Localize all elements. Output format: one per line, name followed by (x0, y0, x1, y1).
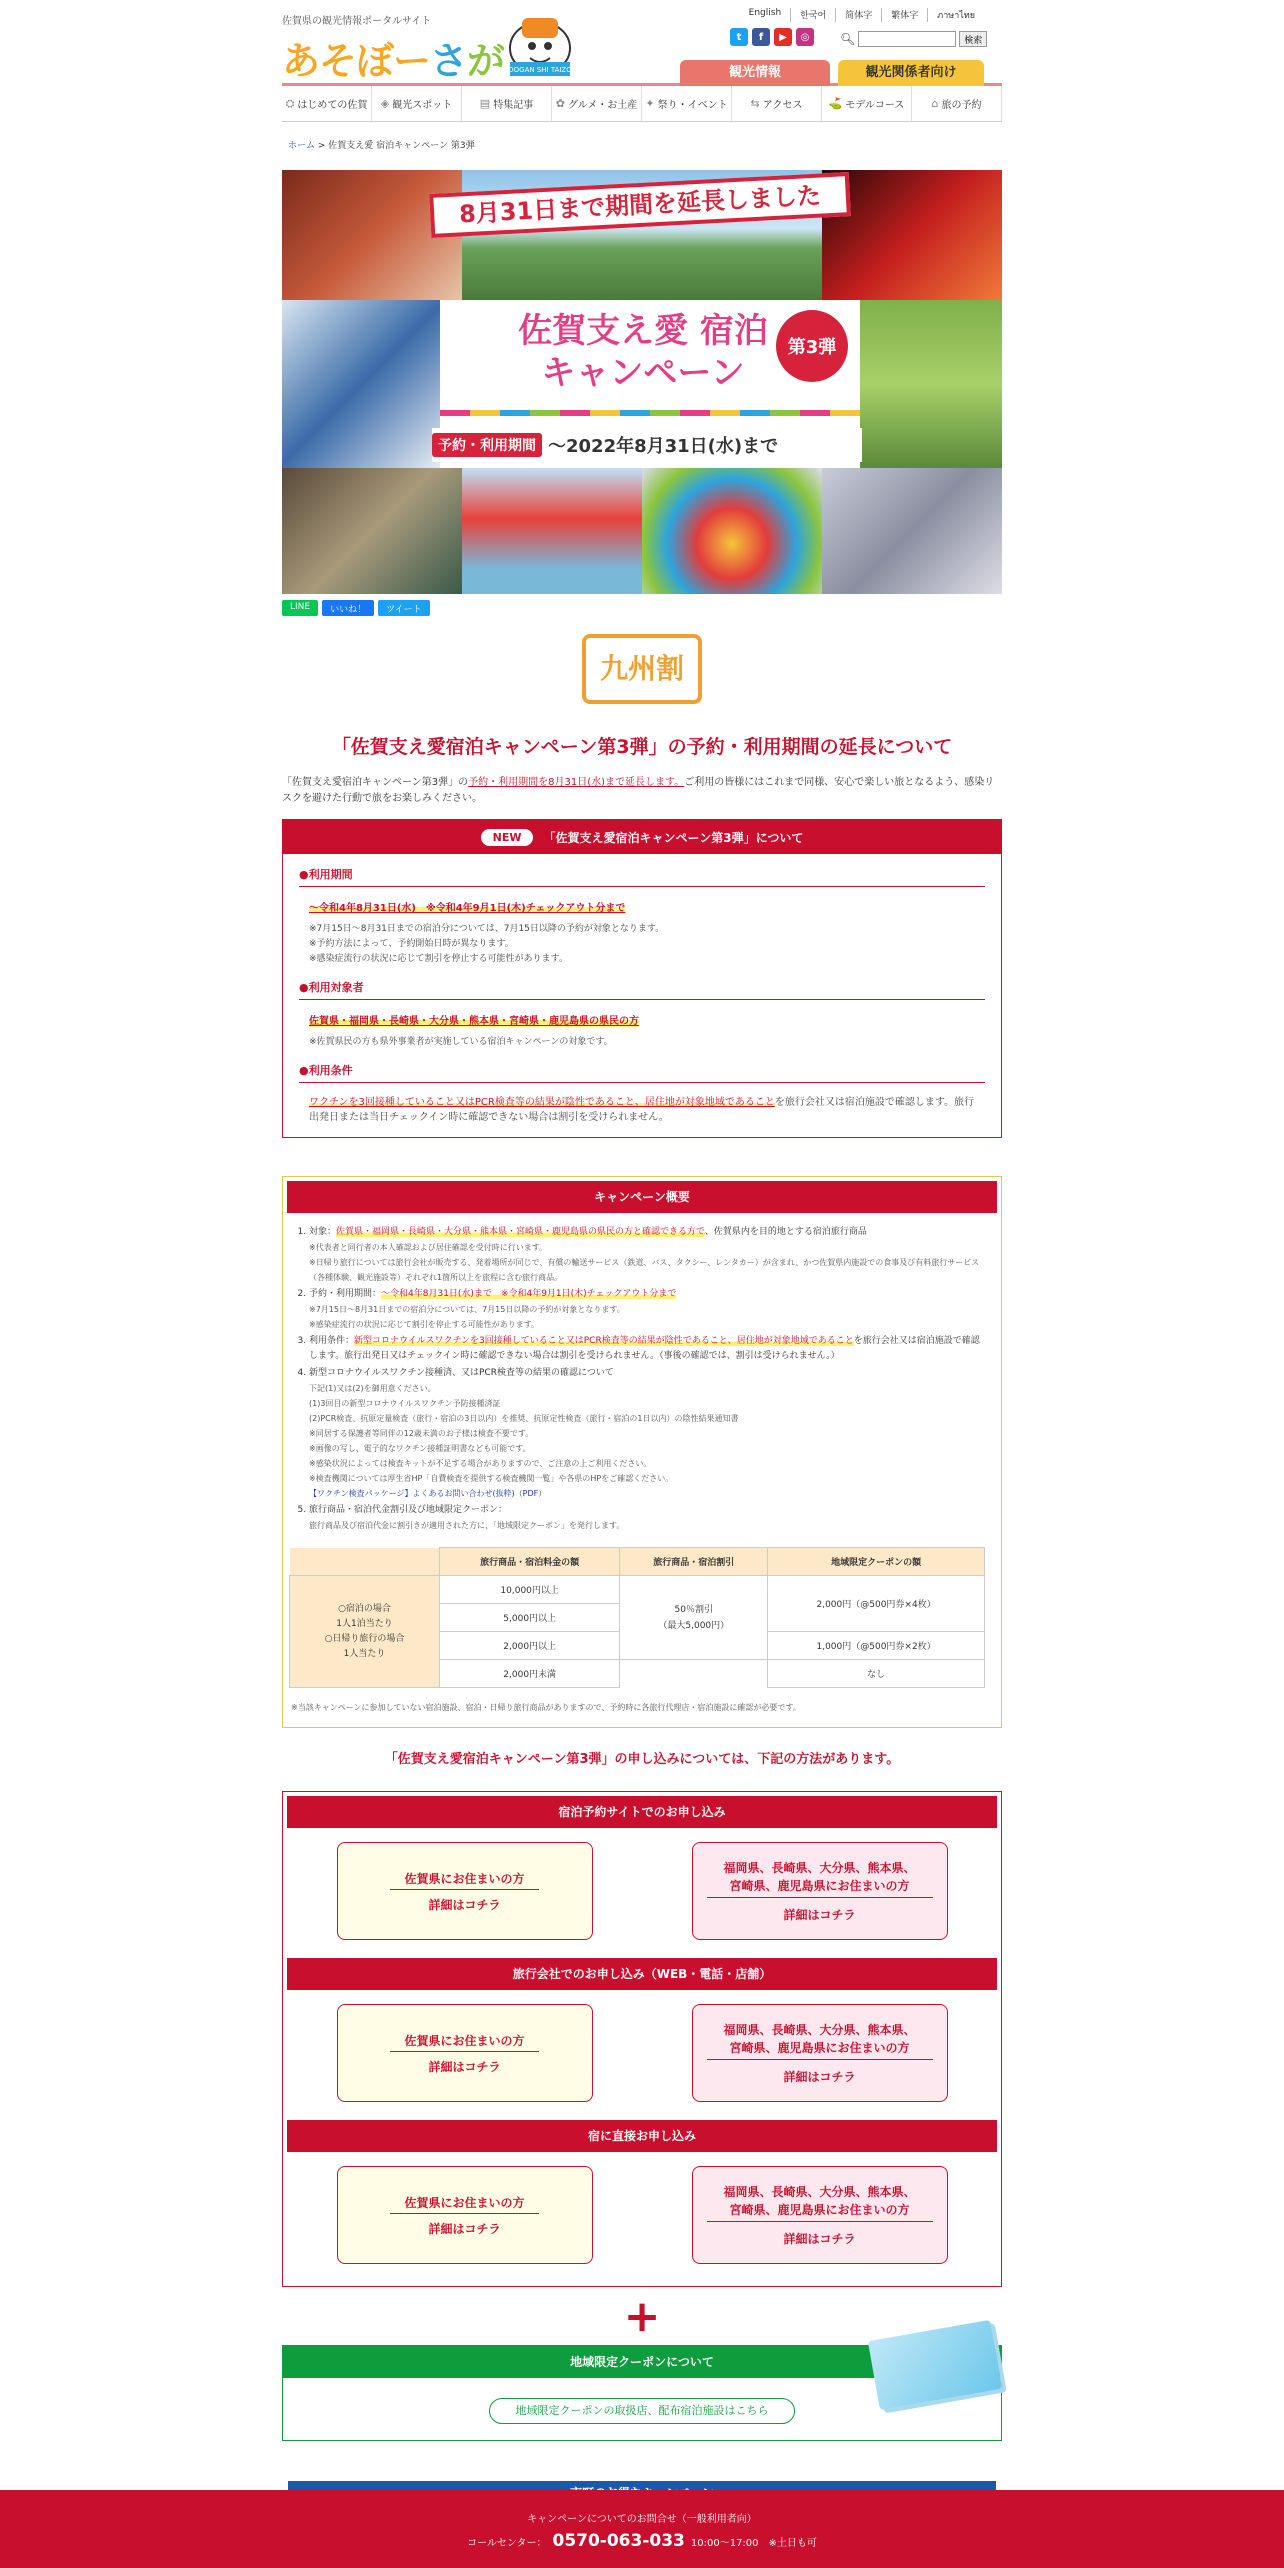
details-link: 詳細はコチラ (428, 1897, 501, 1912)
apply-buttons-row (287, 2004, 997, 2102)
nav-item[interactable] (372, 86, 462, 121)
overview-lead: 旅行商品・宿泊代金割引及び地域限定クーポン： (309, 1505, 508, 1515)
other-prefecture-button[interactable] (692, 2004, 948, 2102)
saga-resident-label: 佐賀県にお住まいの方 (390, 1870, 538, 1890)
coupon-link-button[interactable]: 地域限定クーポンの取扱店、配布宿泊施設はこちら (489, 2398, 795, 2424)
table-cell: 2,000円以上 (440, 1632, 620, 1660)
apply-box (282, 1791, 1002, 2287)
mascot-name: DOGAN SHI TAIZO (508, 66, 572, 74)
lang-korean[interactable]: 한국어 (790, 8, 835, 22)
global-nav (282, 86, 1002, 122)
facebook-like-button[interactable]: いいね！ (322, 600, 374, 616)
search-box (840, 31, 987, 47)
intro-highlight: 予約・利用期間を8月31日(水)まで延長します。 (468, 777, 685, 788)
plus-icon: + (623, 2291, 661, 2342)
about-heading: NEW 「佐賀支え愛宿泊キャンペーン第3弾」について (283, 820, 1001, 854)
site-header (282, 0, 1002, 86)
lang-traditional-chinese[interactable]: 繁体字 (881, 8, 927, 22)
hero-campaign-panel (440, 300, 860, 468)
intro-text: 「佐賀支え愛宿泊キャンペーン第3弾」の予約・利用期間を8月31日(水)まで延長します。ご利用の皆様にはこれまで同様、安心で楽しい旅となるよう、感染リスクを避けた行動で旅をお楽しみください。 (282, 777, 995, 804)
nav-item-label: 特集記事 (493, 100, 534, 111)
nav-icon: ▤ (479, 97, 491, 110)
details-link: 詳細はコチラ (783, 2069, 856, 2084)
search-input[interactable] (858, 31, 956, 47)
period-notes: ※7月15日～8月31日までの宿泊分については、7月15日以降の予約が対象となります。 ※予約方法によって、予約開始日時が異なります。 ※感染症流行の状況に応じて割引を停止する可能性があります。 (309, 924, 665, 964)
overview-lead: 対象： (309, 1227, 337, 1237)
hero-period-label: 予約・利用期間 (432, 433, 542, 457)
period-heading: ●利用期間 (299, 866, 985, 887)
saga-resident-button[interactable] (337, 2166, 593, 2264)
discount-table (289, 1547, 985, 1688)
overview-item (309, 1287, 987, 1332)
nav-icon: ◈ (380, 97, 390, 110)
apply-buttons-row (287, 2166, 997, 2264)
table-row-label: ○宿泊の場合 1人1泊当たり ○日帰り旅行の場合 1人当たり (290, 1576, 440, 1688)
table-cell: 1,000円（@500円券×2枚） (768, 1632, 985, 1660)
nav-icon: ✦ (645, 97, 655, 110)
details-link: 詳細はコチラ (428, 2221, 501, 2236)
overview-note: 旅行商品及び宿泊代金に割引きが適用された方に、「地域限定クーポン」を発行します。 (309, 1521, 625, 1530)
hero-photo-torii (462, 468, 642, 594)
overview-lead: 予約・利用期間： (309, 1289, 382, 1299)
overview-note: ※感染状況によっては検査キットが不足する場合がありますので、ご注意の上ご利用ください。 (309, 1459, 652, 1468)
overview-rest: 、佐賀県内を目的地とする宿泊旅行商品 (704, 1227, 867, 1237)
line-share-button[interactable]: LINE (282, 600, 318, 616)
period-value: 〜令和4年8月31日(水) ※令和4年9月1日(木)チェックアウト分まで (309, 899, 625, 914)
table-cell: なし (768, 1660, 985, 1688)
overview-note: ※同居する保護者等同伴の12歳未満のお子様は検査不要です。 (309, 1429, 534, 1438)
coupon-box (282, 2345, 1002, 2441)
table-cell: 5,000円以上 (440, 1604, 620, 1632)
apply-buttons-row (287, 1842, 997, 1940)
contact-footer (0, 2490, 1284, 2568)
search-button[interactable]: 検索 (959, 31, 987, 47)
nav-icon: ⇆ (750, 97, 760, 110)
hero-photo-onsen (282, 468, 462, 594)
nav-item[interactable] (642, 86, 732, 121)
lang-english[interactable]: English (748, 8, 782, 18)
nav-item-label: モデルコース (845, 100, 905, 111)
overview-item (309, 1503, 987, 1533)
condition-heading: ●利用条件 (299, 1062, 985, 1083)
target-value: 佐賀県・福岡県・長崎県・大分県・熊本県・宮崎県・鹿児島県の県民の方 (309, 1012, 639, 1027)
tab-tourism[interactable]: 観光情報 (680, 60, 830, 86)
nav-icon: ⛳ (828, 97, 843, 110)
target-heading: ●利用対象者 (299, 979, 985, 1000)
nav-item[interactable] (912, 86, 1002, 121)
condition-text: ワクチンを3回接種していること又はPCR検査等の結果が陰性であること、居住地が対象地域であることを旅行会社又は宿泊施設で確認します。旅行出発日または当日チェックイン時に確認できない場合は割引を受けられません。 (309, 1097, 975, 1123)
footer-title: キャンペーンについてのお問合せ（一般利用者向） (527, 2514, 757, 2525)
hero-photo-pottery (282, 300, 442, 468)
overview-highlight: 〜令和4年8月31日(水)まで ※令和4年9月1日(木)チェックアウト分まで (381, 1289, 677, 1299)
nav-icon: ⛭ (285, 96, 295, 110)
table-cell-discount: 50％割引 （最大5,000円） (620, 1576, 768, 1660)
overview-highlight: 佐賀県・福岡県・長崎県・大分県・熊本県・宮崎県・鹿児島県の県民の方と確認できる方で (336, 1227, 705, 1237)
footer-callcenter: コールセンター： 0570-063-033 10:00～17:00 ※土日も可 (467, 2531, 817, 2551)
target-note: ※佐賀県民の方も県外事業者が実施している宿泊キャンペーンの対象です。 (309, 1037, 613, 1047)
table-header-discount: 旅行商品・宿泊割引 (620, 1548, 768, 1576)
lang-simplified-chinese[interactable]: 简体字 (835, 8, 881, 22)
mascot-logo-icon (500, 4, 580, 80)
overview-note: (1)3回目の新型コロナウイルスワクチン予防接種済証 (309, 1399, 501, 1408)
apply-heading: 「佐賀支え愛宿泊キャンペーン第3弾」の申し込みについては、下記の方法があります。 (384, 1752, 900, 1767)
breadcrumb: ホーム > 佐賀支え愛 宿泊キャンペーン 第3弾 (288, 141, 475, 151)
share-buttons (282, 600, 1002, 616)
breadcrumb-current: 佐賀支え愛 宿泊キャンペーン 第3弾 (328, 141, 475, 151)
about-campaign-box (282, 819, 1002, 1138)
overview-note: ※感染症流行の状況に応じて割引を停止する可能性があります。 (309, 1320, 540, 1329)
other-prefecture-button[interactable] (692, 2166, 948, 2264)
overview-item (309, 1366, 987, 1501)
site-logo[interactable]: あそぼーさが (282, 39, 505, 83)
details-link: 詳細はコチラ (783, 1907, 856, 1922)
table-cell: 2,000円（@500円券×4枚） (768, 1576, 985, 1632)
tab-industry[interactable]: 観光関係者向け (838, 60, 984, 86)
coupon-heading: 地域限定クーポンについて (283, 2346, 1001, 2378)
facebook-icon[interactable]: f (752, 28, 770, 46)
hero-period (432, 428, 862, 462)
overview-lead: 新型コロナウイルスワクチン接種済、又はPCR検査等の結果の確認について (309, 1368, 614, 1378)
overview-note: ※検査機関については厚生省HP「自費検査を提供する検査機関一覧」や各県のHPをご確認ください。 (309, 1474, 674, 1483)
table-note: ※当該キャンペーンに参加していない宿泊施設、宿泊・日帰り旅行商品がありますので、予約時に各旅行代理店・宿泊施設に確認が必要です。 (291, 1703, 801, 1712)
other-prefecture-label: 福岡県、長崎県、大分県、熊本県、宮崎県、鹿児島県にお住まいの方 (707, 1859, 933, 1898)
saga-resident-button[interactable] (337, 2004, 593, 2102)
nav-icon: ✿ (555, 97, 565, 110)
overview-rest: を旅行会社又は宿泊施設で確認します。旅行出発日又はチェックイン時に確認できない場合は割引を受けられません。（事後の確認では、割引は受けられません。） (309, 1336, 980, 1361)
apply-section-heading: 宿に直接お申し込み (287, 2120, 997, 2152)
lang-thai[interactable]: ภาษาไทย (927, 8, 984, 22)
breadcrumb-home[interactable]: ホーム (288, 141, 316, 151)
table-header-amount: 旅行商品・宿泊料金の額 (440, 1548, 620, 1576)
nav-item-label: グルメ・お土産 (567, 100, 638, 111)
table-header-coupon: 地域限定クーポンの額 (768, 1548, 985, 1576)
saga-resident-label: 佐賀県にお住まいの方 (390, 2032, 538, 2052)
page-title: 「佐賀支え愛宿泊キャンペーン第3弾」の予約・利用期間の延長について (331, 736, 953, 758)
nav-item-label: アクセス (762, 100, 803, 111)
footer-tel[interactable]: 0570-063-033 (552, 2531, 685, 2551)
overview-note: ※画像の写し、電子的なワクチン接種証明書なども可能です。 (309, 1444, 531, 1453)
hero-image (282, 170, 1002, 594)
overview-note: ※日帰り旅行については旅行会社が販売する、発着場所が同じで、有償の輸送サービス（鉄道、バス、タクシー、レンタカー）が含まれ、かつ佐賀県内施設での食事及び有料旅行サービス（各種体験、観光施設等）それぞれ1箇所以上を旅程に含む旅行商品。 (309, 1258, 980, 1282)
new-badge: NEW (481, 829, 534, 846)
nav-icon: ⌂ (931, 97, 939, 110)
hero-photo-balloon (642, 468, 822, 594)
nav-item[interactable] (282, 86, 372, 121)
tweet-button[interactable]: ツイート (378, 600, 430, 616)
other-prefecture-button[interactable] (692, 1842, 948, 1940)
other-prefecture-label: 福岡県、長崎県、大分県、熊本県、宮崎県、鹿児島県にお住まいの方 (707, 2021, 933, 2060)
kyushu-wari-logo: 九州割 (582, 634, 702, 704)
instagram-icon[interactable]: ◎ (796, 28, 814, 46)
other-prefecture-label: 福岡県、長崎県、大分県、熊本県、宮崎県、鹿児島県にお住まいの方 (707, 2183, 933, 2222)
overview-box (282, 1176, 1002, 1728)
table-cell: 2,000円未満 (440, 1660, 620, 1688)
youtube-icon[interactable]: ▶ (774, 28, 792, 46)
nav-item-label: 旅の予約 (941, 100, 982, 111)
hero-stripe (440, 410, 860, 416)
apply-section-heading: 宿泊予約サイトでのお申し込み (287, 1796, 997, 1828)
nav-item[interactable] (732, 86, 822, 121)
hero-photo-squid (822, 468, 1002, 594)
saga-resident-button[interactable] (337, 1842, 593, 1940)
saga-resident-label: 佐賀県にお住まいの方 (390, 2194, 538, 2214)
nav-item[interactable] (822, 86, 912, 121)
overview-highlight: 新型コロナウイルスワクチンを3回接種していること又はPCR検査等の結果が陰性であること、居住地が対象地域であること (354, 1336, 854, 1346)
nav-item[interactable] (552, 86, 642, 121)
social-links (730, 28, 814, 46)
details-link: 詳細はコチラ (783, 2231, 856, 2246)
nav-item-label: 観光スポット (392, 100, 453, 111)
hero-extension-banner: 8月31日まで期間を延長しました (429, 172, 851, 238)
overview-note: ※代表者と同行者の本人確認および居住確認を受付時に行います。 (309, 1243, 548, 1252)
overview-note: (2)PCR検査、抗原定量検査（旅行・宿泊の3日以内）を推奨、抗原定性検査（旅行・宿泊の1日以内）の陰性結果通知書 (309, 1414, 739, 1423)
nav-item-label: 祭り・イベント (657, 100, 728, 111)
hero-title: 佐賀支え愛 宿泊キャンペーン (518, 311, 768, 393)
hero-period-value: 〜2022年8月31日(水)まで (548, 436, 779, 457)
twitter-icon[interactable]: t (730, 28, 748, 46)
overview-list (309, 1225, 987, 1533)
overview-heading: キャンペーン概要 (287, 1181, 997, 1213)
overview-note: 【ワクチン検査パッケージ】よくあるお問い合わせ(抜粋)（PDF） (309, 1489, 547, 1498)
overview-note: ※7月15日～8月31日までの宿泊分については、7月15日以降の予約が対象となります。 (309, 1305, 625, 1314)
table-cell: 10,000円以上 (440, 1576, 620, 1604)
overview-item (309, 1225, 987, 1285)
hero-badge: 第3弾 (776, 310, 848, 382)
nav-item-label: はじめての佐賀 (297, 100, 368, 111)
overview-note: 下記(1)又は(2)を御用意ください。 (309, 1384, 436, 1393)
site-tagline: 佐賀県の観光情報ポータルサイト (282, 16, 432, 27)
language-links (740, 8, 984, 22)
overview-item (309, 1334, 987, 1364)
hero-photo-adventure (852, 300, 1002, 468)
search-icon: 🔍︎ (840, 32, 856, 46)
overview-lead: 利用条件： (309, 1336, 355, 1346)
apply-section-heading: 旅行会社でのお申し込み（WEB・電話・店舗） (287, 1958, 997, 1990)
nav-item[interactable] (462, 86, 552, 121)
details-link: 詳細はコチラ (428, 2059, 501, 2074)
